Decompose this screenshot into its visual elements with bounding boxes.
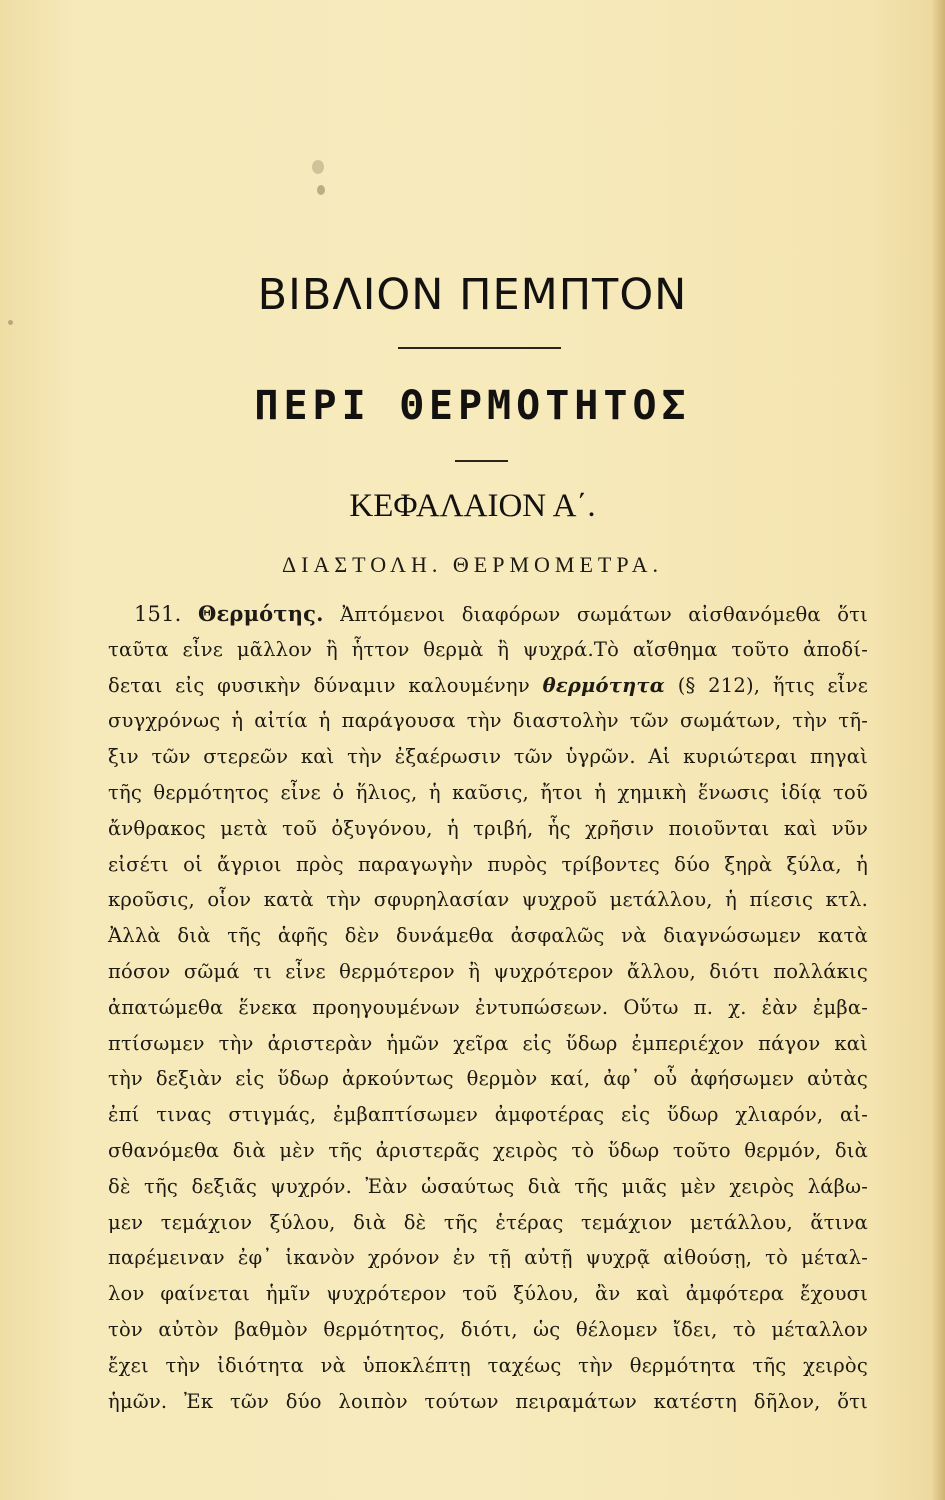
text-line: δὲ τῆς δεξιᾶς ψυχρόν. Ἐὰν ὡσαύτως διὰ τῆς μιᾶς μὲν χειρὸς λάβω- [108,1174,868,1198]
paper-stain [312,160,324,174]
text-line: ἄνθρακος μετὰ τοῦ ὀξυγόνου, ἡ τριβή, ἧς χρῆσιν ποιοῦνται καὶ νῦν [108,816,868,840]
section-title: ΔΙΑΣΤΟΛΗ. ΘΕΡΜΟΜΕΤΡΑ. [282,552,663,577]
text-line: τῆς θερμότητος εἶνε ὁ ἥλιος, ἡ καῦσις, ἤτοι ἡ χημικὴ ἕνωσις ἰδίᾳ τοῦ [108,780,868,804]
divider-rule [455,460,508,462]
text-line: ἐπί τινας στιγμάς, ἐμβαπτίσωμεν ἀμφοτέρας εἰς ὕδωρ χλιαρόν, αἰ- [108,1103,868,1127]
chapter-title: ΚΕΦΑΛΑΙΟΝ Α΄. [349,488,596,524]
text-line: ταῦτα εἶνε μᾶλλον ἢ ἧττον θερμὰ ἢ ψυχρά.Τὸ αἴσθημα τοῦτο ἀποδί- [108,637,868,661]
text-line: συγχρόνως ἡ αἰτία ἡ παράγουσα τὴν διαστολὴν τῶν σωμάτων, τὴν τῆ- [108,709,868,733]
text-line: πτίσωμεν τὴν ἀριστερὰν ἡμῶν χεῖρα εἰς ὕδωρ ἐμπεριέχον πάγον καὶ [108,1031,868,1055]
text-line: παρέμειναν ἐφ᾽ ἱκανὸν χρόνον ἐν τῇ αὐτῇ ψυχρᾷ αἰθούσῃ, τὸ μέταλ- [108,1246,868,1270]
text-segment: δεται εἰς φυσικὴν δύναμιν καλουμένην [108,673,530,697]
paragraph-keyword: Θερμότης. [197,601,324,626]
text-line: λον φαίνεται ἡμῖν ψυχρότερον τοῦ ξύλου, ἂν καὶ ἀμφότερα ἔχουσι [108,1282,868,1306]
text-line: ἡμῶν. Ἐκ τῶν δύο λοιπὸν τούτων πειραμάτων κατέστη δῆλον, ὅτι [108,1389,868,1413]
emphasized-term: θερμότητα [542,673,665,697]
book-title: ΒΙΒΛΙΟΝ ΠΕΜΠΤΟΝ [257,270,688,320]
text-line: πόσον σῶμά τι εἶνε θερμότερον ἢ ψυχρότερον ἄλλου, διότι πολλάκις [108,959,868,983]
text-line: σθανόμεθα διὰ μὲν τῆς ἀριστερᾶς χειρὸς τὸ ὕδωρ τοῦτο θερμόν, διὰ [108,1138,868,1162]
page-edge-shadow [931,0,945,1500]
text-line: τὸν αὐτὸν βαθμὸν θερμότητος, διότι, ὡς θέλομεν ἴδει, τὸ μέταλλον [108,1317,868,1341]
text-segment: (§ 212), ἥτις εἶνε [677,673,868,697]
text-line: μεν τεμάχιον ξύλου, διὰ δὲ τῆς ἑτέρας τεμάχιον μετάλλου, ἅτινα [108,1210,868,1234]
subject-title: ΠΕΡΙ ΘΕΡΜΟΤΗΤΟΣ [254,383,691,429]
text-line [108,596,868,632]
text-line: κροῦσις, οἷον κατὰ τὴν σφυρηλασίαν ψυχροῦ μετάλλου, ἡ πίεσις κτλ. [108,888,868,912]
text-segment: Ἀπτόμενοι διαφόρων σωμάτων αἰσθανόμεθα ὅτι [340,603,868,626]
text-line: ἀπατώμεθα ἕνεκα προηγουμένων ἐντυπώσεων. Οὕτω π. χ. ἐὰν ἐμβα- [108,995,868,1019]
text-line: ἔχει τὴν ἰδιότητα νὰ ὑποκλέπτῃ ταχέως τὴν θερμότητα τῆς χειρὸς [108,1353,868,1377]
text-line [108,668,868,704]
paragraph-number: 151. [134,602,182,626]
text-line: ξιν τῶν στερεῶν καὶ τὴν ἐξαέρωσιν τῶν ὑγρῶν. Αἱ κυριώτεραι πηγαὶ [108,745,868,769]
text-line: Ἀλλὰ διὰ τῆς ἁφῆς δὲν δυνάμεθα ἀσφαλῶς νὰ διαγνώσωμεν κατὰ [108,924,868,948]
text-line: τὴν δεξιὰν εἰς ὕδωρ ἀρκούντως θερμὸν καί, ἀφ᾽ οὗ ἀφήσωμεν αὐτὰς [108,1067,868,1091]
divider-rule [398,347,561,349]
paragraph-body [108,596,868,1419]
paper-stain [8,320,13,325]
paper-stain [317,185,325,195]
text-line: εἰσέτι οἱ ἄγριοι πρὸς παραγωγὴν πυρὸς τρίβοντες δύο ξηρὰ ξύλα, ἡ [108,852,868,876]
